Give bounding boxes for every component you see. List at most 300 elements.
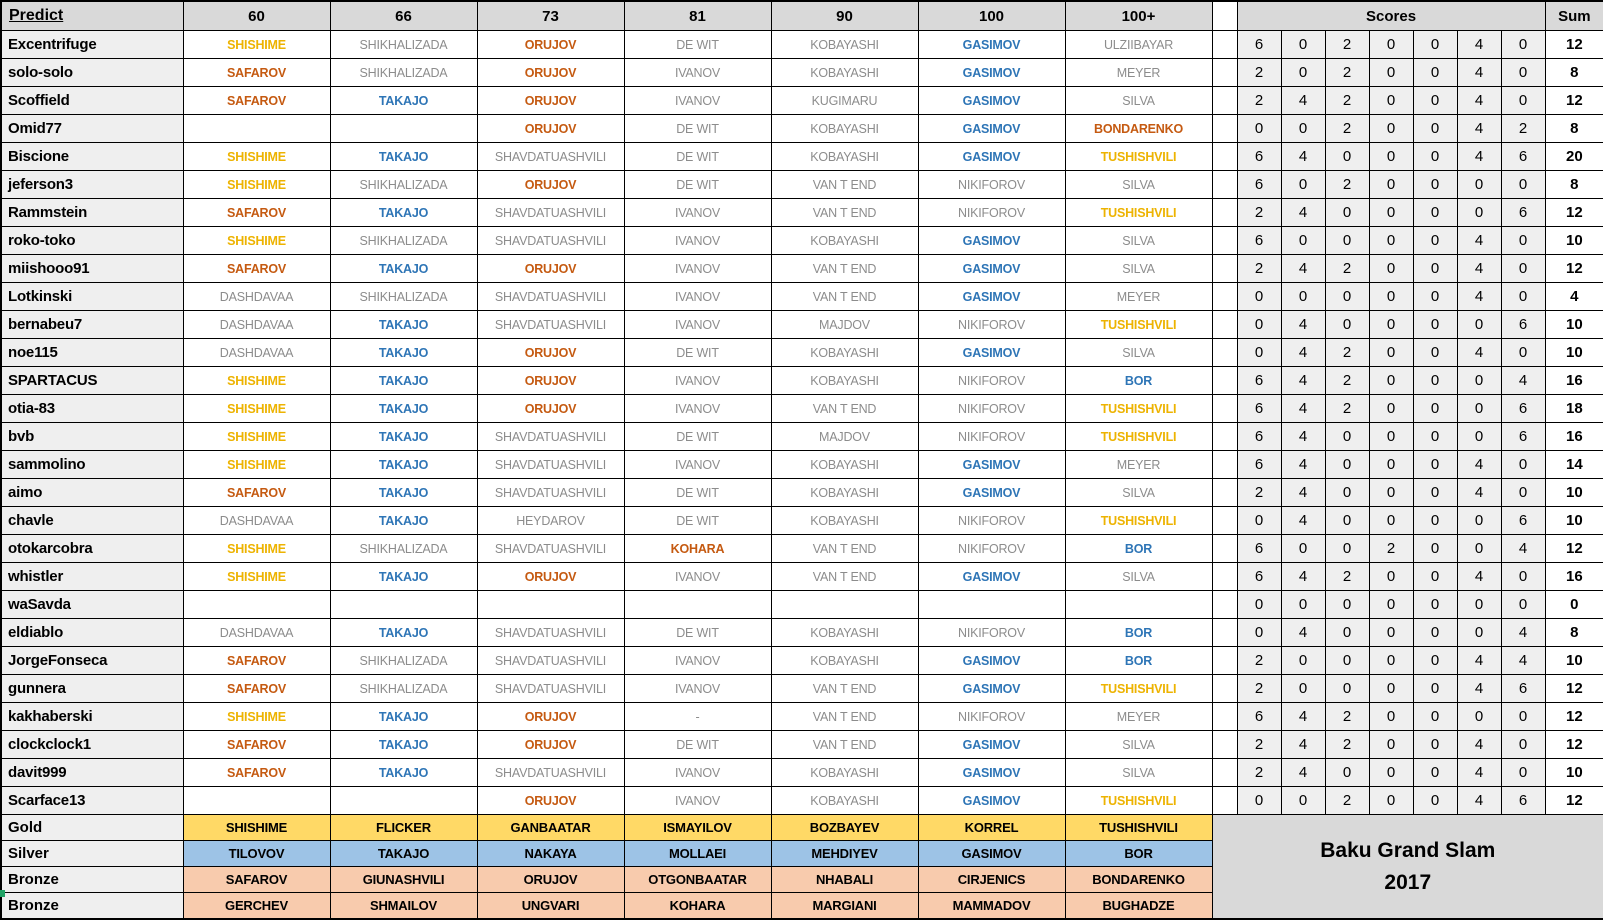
score-cell[interactable]: 0 bbox=[1413, 675, 1457, 703]
score-cell[interactable]: 0 bbox=[1457, 199, 1501, 227]
score-cell[interactable]: 2 bbox=[1325, 563, 1369, 591]
score-cell[interactable]: 0 bbox=[1501, 479, 1545, 507]
score-cell[interactable]: 6 bbox=[1501, 507, 1545, 535]
prediction-cell[interactable]: SHIKHALIZADA bbox=[330, 283, 477, 311]
medalist-cell[interactable]: GIUNASHVILI bbox=[330, 867, 477, 893]
prediction-cell[interactable]: KUGIMARU bbox=[771, 87, 918, 115]
prediction-cell[interactable]: DE WIT bbox=[624, 731, 771, 759]
player-name-cell[interactable]: miishooo91 bbox=[1, 255, 183, 283]
prediction-cell[interactable]: VAN T END bbox=[771, 255, 918, 283]
score-cell[interactable]: 0 bbox=[1369, 787, 1413, 815]
score-cell[interactable]: 0 bbox=[1369, 31, 1413, 59]
prediction-cell[interactable]: NIKIFOROV bbox=[918, 367, 1065, 395]
score-cell[interactable]: 0 bbox=[1457, 619, 1501, 647]
medalist-cell[interactable]: GANBAATAR bbox=[477, 815, 624, 841]
prediction-cell[interactable]: SHIKHALIZADA bbox=[330, 647, 477, 675]
score-cell[interactable]: 2 bbox=[1325, 367, 1369, 395]
medalist-cell[interactable]: MOLLAEI bbox=[624, 841, 771, 867]
prediction-cell[interactable]: ORUJOV bbox=[477, 31, 624, 59]
sum-cell[interactable]: 8 bbox=[1545, 59, 1603, 87]
player-name-cell[interactable]: roko-toko bbox=[1, 227, 183, 255]
player-name-cell[interactable]: davit999 bbox=[1, 759, 183, 787]
score-cell[interactable]: 0 bbox=[1281, 675, 1325, 703]
score-cell[interactable]: 0 bbox=[1237, 339, 1281, 367]
prediction-cell[interactable]: SHISHIME bbox=[183, 423, 330, 451]
prediction-cell[interactable]: SHIKHALIZADA bbox=[330, 675, 477, 703]
prediction-cell[interactable]: SHISHIME bbox=[183, 31, 330, 59]
sum-cell[interactable]: 16 bbox=[1545, 367, 1603, 395]
prediction-cell[interactable]: SHISHIME bbox=[183, 227, 330, 255]
player-name-cell[interactable]: clockclock1 bbox=[1, 731, 183, 759]
prediction-cell[interactable]: SHAVDATUASHVILI bbox=[477, 675, 624, 703]
prediction-cell[interactable]: KOBAYASHI bbox=[771, 227, 918, 255]
player-name-cell[interactable]: aimo bbox=[1, 479, 183, 507]
medalist-cell[interactable]: FLICKER bbox=[330, 815, 477, 841]
sum-cell[interactable]: 10 bbox=[1545, 479, 1603, 507]
score-cell[interactable]: 0 bbox=[1237, 115, 1281, 143]
score-cell[interactable]: 0 bbox=[1325, 423, 1369, 451]
prediction-cell[interactable]: SAFAROV bbox=[183, 759, 330, 787]
score-cell[interactable]: 0 bbox=[1413, 339, 1457, 367]
score-cell[interactable]: 0 bbox=[1501, 339, 1545, 367]
score-cell[interactable]: 4 bbox=[1281, 143, 1325, 171]
score-cell[interactable]: 2 bbox=[1325, 59, 1369, 87]
score-cell[interactable]: 0 bbox=[1325, 675, 1369, 703]
prediction-cell[interactable] bbox=[183, 115, 330, 143]
prediction-cell[interactable]: KOBAYASHI bbox=[771, 339, 918, 367]
prediction-cell[interactable]: TAKAJO bbox=[330, 423, 477, 451]
score-cell[interactable]: 4 bbox=[1281, 367, 1325, 395]
score-cell[interactable]: 0 bbox=[1413, 759, 1457, 787]
player-name-cell[interactable]: kakhaberski bbox=[1, 703, 183, 731]
prediction-cell[interactable]: NIKIFOROV bbox=[918, 423, 1065, 451]
score-cell[interactable]: 0 bbox=[1457, 423, 1501, 451]
score-cell[interactable]: 0 bbox=[1413, 451, 1457, 479]
score-cell[interactable]: 6 bbox=[1237, 31, 1281, 59]
prediction-cell[interactable]: GASIMOV bbox=[918, 115, 1065, 143]
prediction-cell[interactable]: DASHDAVAA bbox=[183, 283, 330, 311]
prediction-cell[interactable]: TAKAJO bbox=[330, 619, 477, 647]
score-cell[interactable]: 0 bbox=[1369, 675, 1413, 703]
score-cell[interactable]: 2 bbox=[1325, 395, 1369, 423]
score-cell[interactable]: 0 bbox=[1413, 647, 1457, 675]
player-name-cell[interactable]: SPARTACUS bbox=[1, 367, 183, 395]
score-cell[interactable]: 0 bbox=[1501, 591, 1545, 619]
player-name-cell[interactable]: Lotkinski bbox=[1, 283, 183, 311]
scores-header[interactable]: Scores bbox=[1237, 1, 1545, 31]
score-cell[interactable]: 0 bbox=[1457, 395, 1501, 423]
prediction-cell[interactable]: GASIMOV bbox=[918, 731, 1065, 759]
prediction-cell[interactable]: GASIMOV bbox=[918, 227, 1065, 255]
prediction-cell[interactable]: NIKIFOROV bbox=[918, 395, 1065, 423]
score-cell[interactable]: 0 bbox=[1369, 227, 1413, 255]
medalist-cell[interactable]: MAMMADOV bbox=[918, 893, 1065, 920]
medalist-cell[interactable]: UNGVARI bbox=[477, 893, 624, 920]
score-cell[interactable]: 2 bbox=[1237, 731, 1281, 759]
prediction-cell[interactable]: SAFAROV bbox=[183, 675, 330, 703]
sum-cell[interactable]: 12 bbox=[1545, 535, 1603, 563]
medalist-cell[interactable]: BUGHADZE bbox=[1065, 893, 1212, 920]
sum-cell[interactable]: 10 bbox=[1545, 311, 1603, 339]
score-cell[interactable]: 4 bbox=[1457, 87, 1501, 115]
score-cell[interactable]: 0 bbox=[1325, 451, 1369, 479]
score-cell[interactable]: 0 bbox=[1369, 339, 1413, 367]
prediction-cell[interactable]: IVANOV bbox=[624, 199, 771, 227]
score-cell[interactable]: 0 bbox=[1237, 619, 1281, 647]
prediction-cell[interactable]: SHIKHALIZADA bbox=[330, 227, 477, 255]
prediction-cell[interactable]: SAFAROV bbox=[183, 731, 330, 759]
sum-cell[interactable]: 12 bbox=[1545, 787, 1603, 815]
medalist-cell[interactable]: TILOVOV bbox=[183, 841, 330, 867]
score-cell[interactable]: 0 bbox=[1369, 395, 1413, 423]
medalist-cell[interactable]: TUSHISHVILI bbox=[1065, 815, 1212, 841]
score-cell[interactable]: 0 bbox=[1281, 591, 1325, 619]
score-cell[interactable]: 2 bbox=[1501, 115, 1545, 143]
prediction-cell[interactable]: SHIKHALIZADA bbox=[330, 535, 477, 563]
prediction-cell[interactable]: SHAVDATUASHVILI bbox=[477, 227, 624, 255]
prediction-cell[interactable]: BOR bbox=[1065, 535, 1212, 563]
prediction-cell[interactable]: SAFAROV bbox=[183, 87, 330, 115]
score-cell[interactable]: 0 bbox=[1369, 563, 1413, 591]
player-name-cell[interactable]: otia-83 bbox=[1, 395, 183, 423]
prediction-cell[interactable]: VAN T END bbox=[771, 731, 918, 759]
score-cell[interactable]: 0 bbox=[1281, 787, 1325, 815]
score-cell[interactable]: 0 bbox=[1457, 507, 1501, 535]
prediction-cell[interactable]: SHAVDATUASHVILI bbox=[477, 199, 624, 227]
score-cell[interactable]: 4 bbox=[1457, 647, 1501, 675]
score-cell[interactable]: 0 bbox=[1281, 115, 1325, 143]
score-cell[interactable]: 2 bbox=[1325, 731, 1369, 759]
player-name-cell[interactable]: bvb bbox=[1, 423, 183, 451]
score-cell[interactable]: 2 bbox=[1237, 647, 1281, 675]
score-cell[interactable]: 0 bbox=[1237, 591, 1281, 619]
prediction-cell[interactable]: VAN T END bbox=[771, 171, 918, 199]
score-cell[interactable]: 0 bbox=[1369, 759, 1413, 787]
score-cell[interactable]: 4 bbox=[1457, 339, 1501, 367]
score-cell[interactable]: 0 bbox=[1413, 199, 1457, 227]
prediction-cell[interactable]: IVANOV bbox=[624, 59, 771, 87]
prediction-cell[interactable]: IVANOV bbox=[624, 787, 771, 815]
prediction-cell[interactable] bbox=[330, 787, 477, 815]
score-cell[interactable]: 4 bbox=[1281, 255, 1325, 283]
medalist-cell[interactable]: NHABALI bbox=[771, 867, 918, 893]
medalist-cell[interactable]: MARGIANI bbox=[771, 893, 918, 920]
score-cell[interactable]: 4 bbox=[1281, 479, 1325, 507]
prediction-cell[interactable]: GASIMOV bbox=[918, 87, 1065, 115]
score-cell[interactable]: 4 bbox=[1281, 87, 1325, 115]
score-cell[interactable]: 0 bbox=[1325, 619, 1369, 647]
medalist-cell[interactable]: BOZBAYEV bbox=[771, 815, 918, 841]
score-cell[interactable]: 4 bbox=[1457, 731, 1501, 759]
score-cell[interactable]: 4 bbox=[1281, 339, 1325, 367]
medalist-cell[interactable]: TAKAJO bbox=[330, 841, 477, 867]
prediction-cell[interactable]: DASHDAVAA bbox=[183, 619, 330, 647]
prediction-cell[interactable]: SAFAROV bbox=[183, 255, 330, 283]
score-cell[interactable]: 0 bbox=[1237, 311, 1281, 339]
prediction-cell[interactable]: TAKAJO bbox=[330, 367, 477, 395]
score-cell[interactable]: 0 bbox=[1369, 451, 1413, 479]
prediction-cell[interactable]: IVANOV bbox=[624, 87, 771, 115]
score-cell[interactable]: 0 bbox=[1325, 283, 1369, 311]
sum-cell[interactable]: 12 bbox=[1545, 703, 1603, 731]
prediction-cell[interactable]: SILVA bbox=[1065, 255, 1212, 283]
prediction-cell[interactable]: GASIMOV bbox=[918, 451, 1065, 479]
prediction-cell[interactable]: SAFAROV bbox=[183, 199, 330, 227]
prediction-cell[interactable]: TUSHISHVILI bbox=[1065, 423, 1212, 451]
score-cell[interactable]: 0 bbox=[1281, 535, 1325, 563]
prediction-cell[interactable]: VAN T END bbox=[771, 703, 918, 731]
weight-column-header-81[interactable]: 81 bbox=[624, 1, 771, 31]
score-cell[interactable]: 6 bbox=[1501, 199, 1545, 227]
score-cell[interactable]: 0 bbox=[1325, 591, 1369, 619]
prediction-cell[interactable]: SHISHIME bbox=[183, 367, 330, 395]
score-cell[interactable]: 0 bbox=[1237, 787, 1281, 815]
prediction-cell[interactable]: HEYDAROV bbox=[477, 507, 624, 535]
medalist-cell[interactable]: GASIMOV bbox=[918, 841, 1065, 867]
medal-label-cell[interactable]: Bronze bbox=[1, 867, 183, 893]
score-cell[interactable]: 6 bbox=[1237, 703, 1281, 731]
prediction-cell[interactable]: TUSHISHVILI bbox=[1065, 311, 1212, 339]
prediction-cell[interactable] bbox=[330, 115, 477, 143]
score-cell[interactable]: 0 bbox=[1501, 87, 1545, 115]
player-name-cell[interactable]: gunnera bbox=[1, 675, 183, 703]
prediction-cell[interactable]: DE WIT bbox=[624, 115, 771, 143]
score-cell[interactable]: 0 bbox=[1369, 87, 1413, 115]
score-cell[interactable]: 0 bbox=[1413, 143, 1457, 171]
score-cell[interactable]: 0 bbox=[1369, 255, 1413, 283]
player-name-cell[interactable]: waSavda bbox=[1, 591, 183, 619]
player-name-cell[interactable]: Biscione bbox=[1, 143, 183, 171]
prediction-cell[interactable] bbox=[330, 591, 477, 619]
medalist-cell[interactable]: MEHDIYEV bbox=[771, 841, 918, 867]
score-cell[interactable]: 0 bbox=[1281, 227, 1325, 255]
score-cell[interactable]: 2 bbox=[1325, 703, 1369, 731]
prediction-cell[interactable]: SHAVDATUASHVILI bbox=[477, 283, 624, 311]
score-cell[interactable]: 4 bbox=[1457, 59, 1501, 87]
prediction-cell[interactable]: SILVA bbox=[1065, 759, 1212, 787]
score-cell[interactable]: 6 bbox=[1237, 395, 1281, 423]
prediction-cell[interactable]: BOR bbox=[1065, 367, 1212, 395]
score-cell[interactable]: 0 bbox=[1281, 31, 1325, 59]
prediction-cell[interactable]: NIKIFOROV bbox=[918, 311, 1065, 339]
prediction-cell[interactable]: ORUJOV bbox=[477, 787, 624, 815]
medalist-cell[interactable]: SHMAILOV bbox=[330, 893, 477, 920]
score-cell[interactable]: 0 bbox=[1413, 787, 1457, 815]
medalist-cell[interactable]: OTGONBAATAR bbox=[624, 867, 771, 893]
weight-column-header-90[interactable]: 90 bbox=[771, 1, 918, 31]
prediction-cell[interactable]: TUSHISHVILI bbox=[1065, 507, 1212, 535]
score-cell[interactable]: 0 bbox=[1413, 227, 1457, 255]
score-cell[interactable]: 6 bbox=[1237, 535, 1281, 563]
prediction-cell[interactable]: TUSHISHVILI bbox=[1065, 199, 1212, 227]
score-cell[interactable]: 0 bbox=[1369, 311, 1413, 339]
medalist-cell[interactable]: NAKAYA bbox=[477, 841, 624, 867]
prediction-cell[interactable]: GASIMOV bbox=[918, 479, 1065, 507]
prediction-cell[interactable] bbox=[771, 591, 918, 619]
score-cell[interactable]: 4 bbox=[1281, 563, 1325, 591]
prediction-cell[interactable]: DE WIT bbox=[624, 143, 771, 171]
weight-column-header-66[interactable]: 66 bbox=[330, 1, 477, 31]
medalist-cell[interactable]: ISMAYILOV bbox=[624, 815, 771, 841]
prediction-cell[interactable]: KOHARA bbox=[624, 535, 771, 563]
prediction-cell[interactable]: MEYER bbox=[1065, 59, 1212, 87]
score-cell[interactable]: 2 bbox=[1237, 759, 1281, 787]
prediction-cell[interactable]: ORUJOV bbox=[477, 395, 624, 423]
prediction-cell[interactable]: DE WIT bbox=[624, 619, 771, 647]
prediction-cell[interactable]: TAKAJO bbox=[330, 731, 477, 759]
score-cell[interactable]: 0 bbox=[1413, 171, 1457, 199]
prediction-cell[interactable]: SHISHIME bbox=[183, 395, 330, 423]
score-cell[interactable]: 0 bbox=[1413, 311, 1457, 339]
medalist-cell[interactable]: CIRJENICS bbox=[918, 867, 1065, 893]
score-cell[interactable]: 0 bbox=[1501, 451, 1545, 479]
score-cell[interactable]: 0 bbox=[1325, 507, 1369, 535]
score-cell[interactable]: 0 bbox=[1325, 311, 1369, 339]
score-cell[interactable]: 2 bbox=[1369, 535, 1413, 563]
player-name-cell[interactable]: otokarcobra bbox=[1, 535, 183, 563]
prediction-cell[interactable]: VAN T END bbox=[771, 283, 918, 311]
score-cell[interactable]: 0 bbox=[1413, 283, 1457, 311]
score-cell[interactable]: 0 bbox=[1501, 59, 1545, 87]
score-cell[interactable]: 0 bbox=[1325, 479, 1369, 507]
sum-cell[interactable]: 8 bbox=[1545, 171, 1603, 199]
score-cell[interactable]: 2 bbox=[1325, 87, 1369, 115]
medal-label-cell[interactable]: Silver bbox=[1, 841, 183, 867]
score-cell[interactable]: 4 bbox=[1281, 199, 1325, 227]
prediction-cell[interactable]: VAN T END bbox=[771, 199, 918, 227]
weight-column-header-100+[interactable]: 100+ bbox=[1065, 1, 1212, 31]
score-cell[interactable]: 0 bbox=[1369, 731, 1413, 759]
score-cell[interactable]: 0 bbox=[1369, 479, 1413, 507]
sum-cell[interactable]: 10 bbox=[1545, 647, 1603, 675]
player-name-cell[interactable]: Excentrifuge bbox=[1, 31, 183, 59]
score-cell[interactable]: 0 bbox=[1413, 423, 1457, 451]
prediction-cell[interactable]: GASIMOV bbox=[918, 59, 1065, 87]
prediction-cell[interactable]: VAN T END bbox=[771, 563, 918, 591]
prediction-cell[interactable]: TAKAJO bbox=[330, 143, 477, 171]
medalist-cell[interactable]: KOHARA bbox=[624, 893, 771, 920]
prediction-cell[interactable]: SILVA bbox=[1065, 87, 1212, 115]
prediction-cell[interactable]: ORUJOV bbox=[477, 563, 624, 591]
prediction-cell[interactable]: SILVA bbox=[1065, 479, 1212, 507]
score-cell[interactable]: 0 bbox=[1325, 759, 1369, 787]
prediction-cell[interactable]: ORUJOV bbox=[477, 115, 624, 143]
player-name-cell[interactable]: chavle bbox=[1, 507, 183, 535]
prediction-cell[interactable]: TUSHISHVILI bbox=[1065, 395, 1212, 423]
score-cell[interactable]: 0 bbox=[1369, 591, 1413, 619]
prediction-cell[interactable]: IVANOV bbox=[624, 563, 771, 591]
score-cell[interactable]: 4 bbox=[1457, 563, 1501, 591]
sum-cell[interactable]: 0 bbox=[1545, 591, 1603, 619]
score-cell[interactable]: 4 bbox=[1281, 619, 1325, 647]
prediction-cell[interactable]: BOR bbox=[1065, 619, 1212, 647]
sum-cell[interactable]: 10 bbox=[1545, 227, 1603, 255]
prediction-cell[interactable]: KOBAYASHI bbox=[771, 647, 918, 675]
prediction-cell[interactable]: NIKIFOROV bbox=[918, 535, 1065, 563]
score-cell[interactable]: 0 bbox=[1413, 255, 1457, 283]
sum-cell[interactable]: 12 bbox=[1545, 31, 1603, 59]
prediction-cell[interactable]: IVANOV bbox=[624, 283, 771, 311]
prediction-cell[interactable]: ULZIIBAYAR bbox=[1065, 31, 1212, 59]
score-cell[interactable]: 0 bbox=[1413, 115, 1457, 143]
score-cell[interactable]: 0 bbox=[1413, 59, 1457, 87]
player-name-cell[interactable]: noe115 bbox=[1, 339, 183, 367]
prediction-cell[interactable]: TAKAJO bbox=[330, 255, 477, 283]
prediction-cell[interactable]: NIKIFOROV bbox=[918, 507, 1065, 535]
prediction-cell[interactable]: ORUJOV bbox=[477, 703, 624, 731]
sum-cell[interactable]: 4 bbox=[1545, 283, 1603, 311]
prediction-cell[interactable]: VAN T END bbox=[771, 395, 918, 423]
score-cell[interactable]: 0 bbox=[1369, 143, 1413, 171]
prediction-cell[interactable]: KOBAYASHI bbox=[771, 451, 918, 479]
score-cell[interactable]: 0 bbox=[1325, 647, 1369, 675]
prediction-cell[interactable]: SHAVDATUASHVILI bbox=[477, 479, 624, 507]
score-cell[interactable]: 0 bbox=[1237, 507, 1281, 535]
prediction-cell[interactable]: GASIMOV bbox=[918, 339, 1065, 367]
score-cell[interactable]: 4 bbox=[1501, 535, 1545, 563]
player-name-cell[interactable]: eldiablo bbox=[1, 619, 183, 647]
sum-cell[interactable]: 12 bbox=[1545, 199, 1603, 227]
prediction-cell[interactable]: KOBAYASHI bbox=[771, 759, 918, 787]
sum-cell[interactable]: 18 bbox=[1545, 395, 1603, 423]
prediction-cell[interactable]: SHIKHALIZADA bbox=[330, 59, 477, 87]
score-cell[interactable]: 4 bbox=[1501, 619, 1545, 647]
score-cell[interactable]: 6 bbox=[1501, 395, 1545, 423]
score-cell[interactable]: 0 bbox=[1501, 255, 1545, 283]
prediction-cell[interactable]: DASHDAVAA bbox=[183, 311, 330, 339]
prediction-cell[interactable]: KOBAYASHI bbox=[771, 115, 918, 143]
medal-label-cell[interactable]: Bronze bbox=[1, 893, 183, 920]
score-cell[interactable]: 0 bbox=[1325, 535, 1369, 563]
score-cell[interactable]: 0 bbox=[1369, 367, 1413, 395]
prediction-cell[interactable]: GASIMOV bbox=[918, 647, 1065, 675]
score-cell[interactable]: 4 bbox=[1281, 731, 1325, 759]
sum-cell[interactable]: 16 bbox=[1545, 423, 1603, 451]
prediction-cell[interactable]: TUSHISHVILI bbox=[1065, 787, 1212, 815]
predict-column-header[interactable]: Predict bbox=[1, 1, 183, 31]
medal-label-cell[interactable]: Gold bbox=[1, 815, 183, 841]
prediction-cell[interactable]: ORUJOV bbox=[477, 171, 624, 199]
score-cell[interactable]: 4 bbox=[1457, 283, 1501, 311]
player-name-cell[interactable]: Scoffield bbox=[1, 87, 183, 115]
prediction-cell[interactable]: DE WIT bbox=[624, 507, 771, 535]
prediction-cell[interactable]: IVANOV bbox=[624, 451, 771, 479]
prediction-cell[interactable] bbox=[1065, 591, 1212, 619]
prediction-cell[interactable]: NIKIFOROV bbox=[918, 703, 1065, 731]
sum-cell[interactable]: 10 bbox=[1545, 759, 1603, 787]
prediction-cell[interactable]: SHISHIME bbox=[183, 451, 330, 479]
prediction-cell[interactable]: MEYER bbox=[1065, 703, 1212, 731]
prediction-cell[interactable]: SHISHIME bbox=[183, 535, 330, 563]
score-cell[interactable]: 6 bbox=[1237, 423, 1281, 451]
prediction-cell[interactable] bbox=[183, 787, 330, 815]
score-cell[interactable]: 0 bbox=[1457, 703, 1501, 731]
prediction-cell[interactable]: ORUJOV bbox=[477, 59, 624, 87]
score-cell[interactable]: 0 bbox=[1369, 199, 1413, 227]
score-cell[interactable]: 4 bbox=[1281, 703, 1325, 731]
score-cell[interactable]: 4 bbox=[1281, 423, 1325, 451]
score-cell[interactable]: 0 bbox=[1281, 647, 1325, 675]
score-cell[interactable]: 6 bbox=[1237, 227, 1281, 255]
medalist-cell[interactable]: SAFAROV bbox=[183, 867, 330, 893]
prediction-cell[interactable]: SHAVDATUASHVILI bbox=[477, 619, 624, 647]
prediction-cell[interactable]: TAKAJO bbox=[330, 479, 477, 507]
prediction-cell[interactable]: GASIMOV bbox=[918, 255, 1065, 283]
prediction-cell[interactable]: GASIMOV bbox=[918, 675, 1065, 703]
prediction-cell[interactable]: SILVA bbox=[1065, 563, 1212, 591]
score-cell[interactable]: 0 bbox=[1369, 619, 1413, 647]
prediction-cell[interactable]: DE WIT bbox=[624, 339, 771, 367]
